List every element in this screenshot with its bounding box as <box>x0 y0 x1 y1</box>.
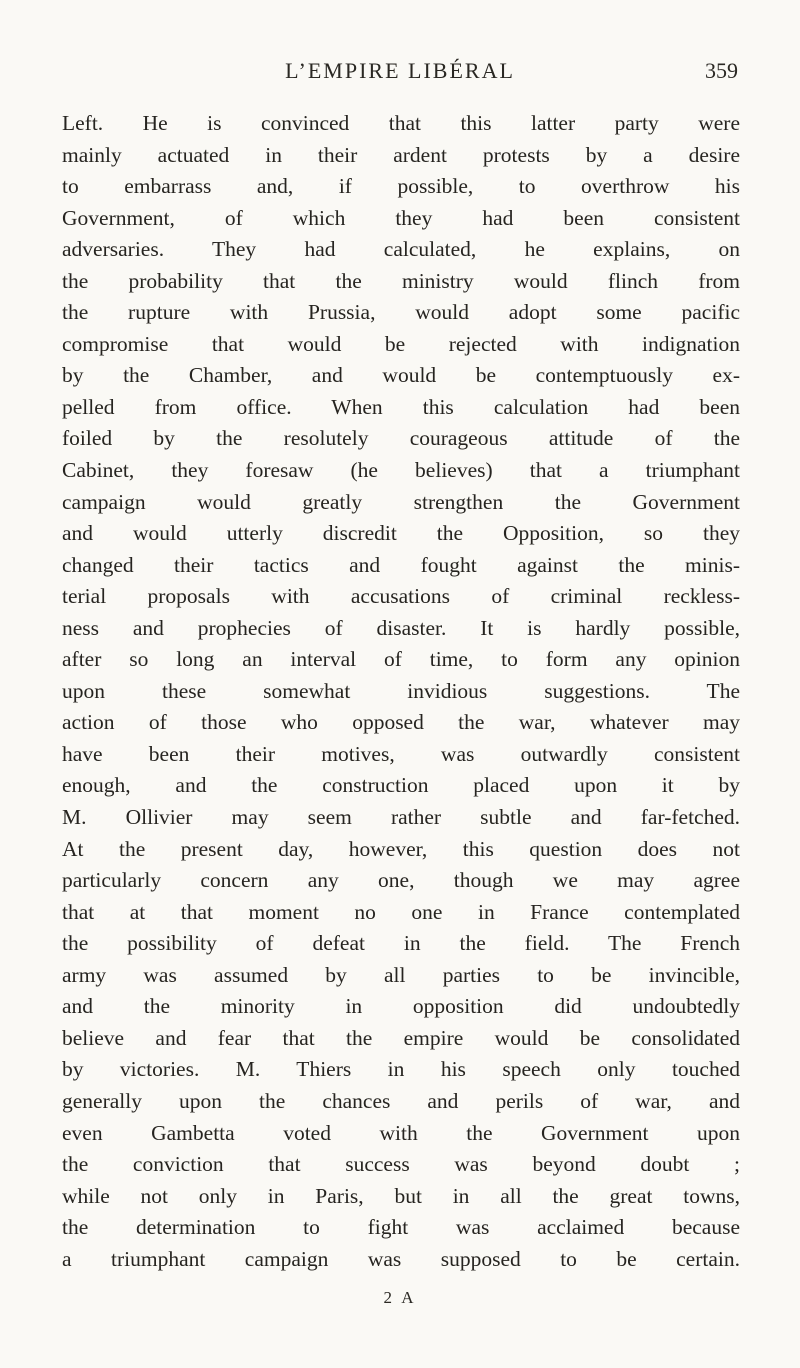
signature-mark: 2 A <box>383 1288 417 1307</box>
page-number: 359 <box>705 58 738 83</box>
text-line: particularly concern any one, though we may agree <box>62 868 740 893</box>
text-line: foiled by the resolutely courageous attitude of the <box>62 426 740 451</box>
text-line: have been their motives, was outwardly consistent <box>62 741 740 766</box>
text-line: compromise that would be rejected with indignation <box>62 331 740 356</box>
text-line: campaign would greatly strengthen the Government <box>62 489 740 514</box>
text-line: and the minority in opposition did undoubtedly <box>62 994 740 1019</box>
text-line: the possibility of defeat in the field. The French <box>62 931 740 956</box>
text-line: changed their tactics and fought against the minis- <box>62 552 740 577</box>
text-line: generally upon the chances and perils of war, and <box>62 1088 740 1113</box>
text-line: even Gambetta voted with the Government upon <box>62 1120 740 1145</box>
text-line: enough, and the construction placed upon it by <box>62 773 740 798</box>
text-line: ness and prophecies of disaster. It is hardly possible, <box>62 615 740 640</box>
text-line: after so long an interval of time, to form any opinion <box>62 647 740 672</box>
text-line: Cabinet, they foresaw (he believes) that a triumphant <box>62 458 740 483</box>
text-line: while not only in Paris, but in all the great towns, <box>62 1183 740 1208</box>
text-line: Government, of which they had been consistent <box>62 205 740 230</box>
text-line: mainly actuated in their ardent protests by a desire <box>62 142 740 167</box>
text-line: the conviction that success was beyond doubt ; <box>62 1152 740 1177</box>
text-line: by the Chamber, and would be contemptuously ex- <box>62 363 740 388</box>
text-line: adversaries. They had calculated, he explains, on <box>62 237 740 262</box>
text-line: upon these somewhat invidious suggestions. The <box>62 678 740 703</box>
text-line: believe and fear that the empire would be consolidated <box>62 1025 740 1050</box>
text-line: the rupture with Prussia, would adopt some pacific <box>62 300 740 325</box>
page-title: L’EMPIRE LIBÉRAL <box>285 58 515 83</box>
body-text <box>62 108 740 1275</box>
text-line: Left. He is convinced that this latter party were <box>62 111 740 135</box>
text-line: At the present day, however, this question does not <box>62 836 740 861</box>
text-line: that at that moment no one in France contemplated <box>62 899 740 924</box>
text-line: a triumphant campaign was supposed to be certain. <box>62 1246 740 1271</box>
running-head <box>62 58 738 90</box>
text-line: the probability that the ministry would flinch from <box>62 268 740 293</box>
text-line: by victories. M. Thiers in his speech only touched <box>62 1057 740 1082</box>
text-line: pelled from office. When this calculation had been <box>62 394 740 419</box>
text-line: M. Ollivier may seem rather subtle and far-fetched. <box>62 805 740 830</box>
text-line: terial proposals with accusations of criminal reckless- <box>62 584 740 609</box>
text-line: and would utterly discredit the Opposition, so they <box>62 521 740 546</box>
text-line: the determination to fight was acclaimed because <box>62 1215 740 1240</box>
text-line: army was assumed by all parties to be invincible, <box>62 962 740 987</box>
text-line: to embarrass and, if possible, to overthrow his <box>62 174 740 199</box>
text-line: action of those who opposed the war, whatever may <box>62 710 740 735</box>
